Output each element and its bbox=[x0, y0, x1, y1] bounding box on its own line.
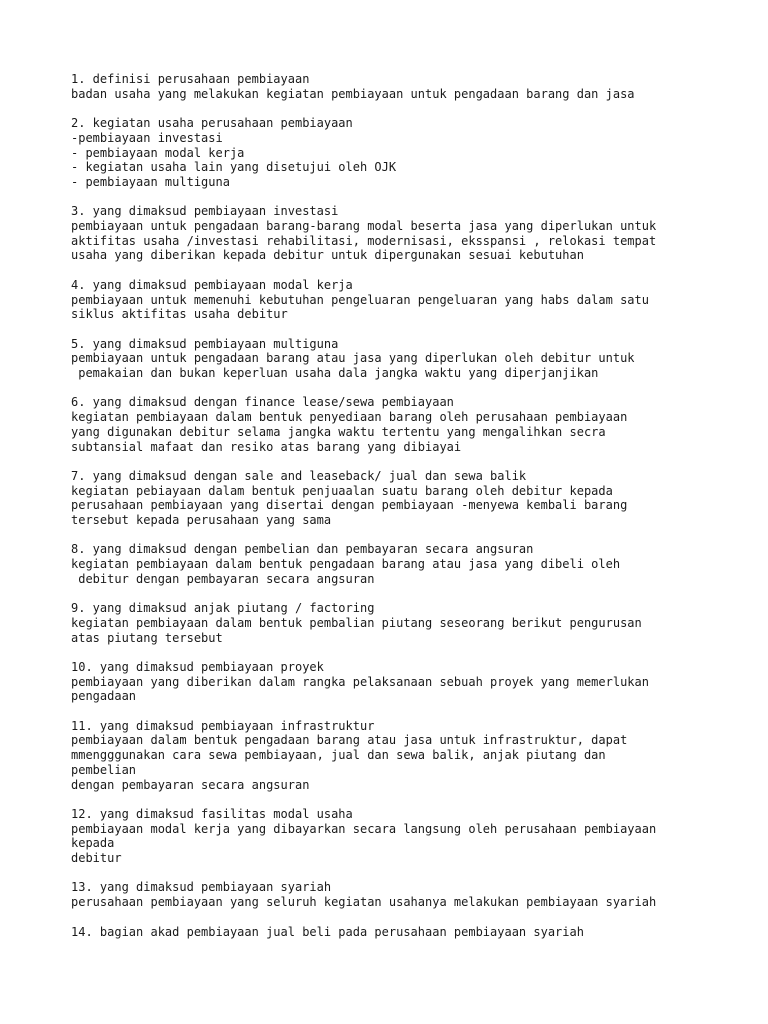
section-13 bbox=[71, 880, 731, 909]
section-text-line: kegiatan pembiayaan dalam bentuk pembalian piutang seseorang berikut pengurusan bbox=[71, 615, 642, 630]
section-text-line: debitur bbox=[71, 851, 122, 866]
section-heading: 10. yang dimaksud pembiayaan proyek bbox=[71, 659, 324, 674]
section-heading: 12. yang dimaksud fasilitas modal usaha bbox=[71, 806, 353, 821]
section-text-line: kepada bbox=[71, 836, 115, 851]
section-5 bbox=[71, 337, 731, 381]
section-text-line: pembiayaan untuk pengadaan barang atau jasa yang diperlukan oleh debitur untuk bbox=[71, 351, 635, 366]
section-text-line: pengadaan bbox=[71, 689, 137, 704]
section-text-line: badan usaha yang melakukan kegiatan pembiayaan untuk pengadaan barang dan jasa bbox=[71, 86, 635, 101]
section-heading: 1. definisi perusahaan pembiayaan bbox=[71, 72, 310, 86]
section-10 bbox=[71, 660, 731, 704]
section-7 bbox=[71, 469, 731, 528]
section-heading: 13. yang dimaksud pembiayaan syariah bbox=[71, 880, 332, 895]
section-text-line: pembiayaan untuk pengadaan barang-barang modal beserta jasa yang diperlukan untuk bbox=[71, 219, 657, 233]
section-text-line: tersebut kepada perusahaan yang sama bbox=[71, 513, 332, 527]
section-text-line: usaha yang diberikan kepada debitur untuk dipergunakan sesuai kebutuhan bbox=[71, 248, 584, 263]
section-heading: 6. yang dimaksud dengan finance lease/sewa pembiayaan bbox=[71, 395, 454, 410]
section-heading: 5. yang dimaksud pembiayaan multiguna bbox=[71, 336, 339, 351]
section-heading: 11. yang dimaksud pembiayaan infrastruktur bbox=[71, 718, 375, 733]
section-heading: 8. yang dimaksud dengan pembelian dan pembayaran secara angsuran bbox=[71, 542, 534, 557]
section-9 bbox=[71, 601, 731, 645]
section-6 bbox=[71, 395, 731, 454]
document-body bbox=[71, 72, 731, 954]
section-4 bbox=[71, 278, 731, 322]
section-3 bbox=[71, 204, 731, 263]
section-text-line: - kegiatan usaha lain yang disetujui oleh OJK bbox=[71, 160, 397, 175]
section-text-line: aktifitas usaha /investasi rehabilitasi, modernisasi, eksspansi , relokasi tempat bbox=[71, 233, 657, 248]
section-text-line: kegiatan pembiayaan dalam bentuk penyediaan barang oleh perusahaan pembiayaan bbox=[71, 410, 628, 425]
section-text-line: atas piutang tersebut bbox=[71, 630, 223, 645]
section-text-line: yang digunakan debitur selama jangka waktu tertentu yang mengalihkan secra bbox=[71, 424, 606, 439]
section-text-line: dengan pembayaran secara angsuran bbox=[71, 777, 310, 792]
section-8 bbox=[71, 542, 731, 586]
section-text-line: - pembiayaan modal kerja bbox=[71, 145, 245, 160]
section-11 bbox=[71, 719, 731, 793]
section-12 bbox=[71, 807, 731, 866]
section-2 bbox=[71, 116, 731, 190]
section-1 bbox=[71, 72, 731, 101]
section-text-line: subtansial mafaat dan resiko atas barang yang dibiayai bbox=[71, 439, 462, 454]
section-heading: 14. bagian akad pembiayaan jual beli pada perusahaan pembiayaan syariah bbox=[71, 924, 584, 939]
section-text-line: perusahaan pembiayaan yang seluruh kegiatan usahanya melakukan pembiayaan syariah bbox=[71, 895, 657, 910]
section-text-line: pemakaian dan bukan keperluan usaha dala jangka waktu yang diperjanjikan bbox=[71, 366, 599, 380]
section-heading: 7. yang dimaksud dengan sale and leaseback/ jual dan sewa balik bbox=[71, 468, 527, 483]
section-heading: 3. yang dimaksud pembiayaan investasi bbox=[71, 204, 339, 219]
section-14 bbox=[71, 925, 731, 940]
section-text-line: pembiayaan modal kerja yang dibayarkan secara langsung oleh perusahaan pembiayaan bbox=[71, 821, 657, 836]
section-text-line: pembiayaan yang diberikan dalam rangka pelaksanaan sebuah proyek yang memerlukan bbox=[71, 674, 649, 689]
section-text-line: kegiatan pembiayaan dalam bentuk pengadaan barang atau jasa yang dibeli oleh bbox=[71, 557, 621, 572]
section-text-line: - pembiayaan multiguna bbox=[71, 174, 230, 189]
section-text-line: siklus aktifitas usaha debitur bbox=[71, 307, 288, 322]
section-text-line: kegiatan pebiayaan dalam bentuk penjuaalan suatu barang oleh debitur kepada bbox=[71, 483, 613, 498]
section-text-line: debitur dengan pembayaran secara angsuran bbox=[71, 571, 375, 586]
section-text-line: perusahaan pembiayaan yang disertai dengan pembiayaan -menyewa kembali barang bbox=[71, 498, 628, 513]
section-text-line: pembiayaan dalam bentuk pengadaan barang atau jasa untuk infrastruktur, dapat bbox=[71, 733, 628, 748]
section-text-line: pembelian bbox=[71, 762, 137, 777]
section-text-line: mmengggunakan cara sewa pembiayaan, jual dan sewa balik, anjak piutang dan bbox=[71, 748, 606, 763]
section-heading: 2. kegiatan usaha perusahaan pembiayaan bbox=[71, 116, 353, 131]
section-heading: 9. yang dimaksud anjak piutang / factoring bbox=[71, 601, 375, 616]
section-text-line: -pembiayaan investasi bbox=[71, 130, 223, 145]
section-heading: 4. yang dimaksud pembiayaan modal kerja bbox=[71, 277, 353, 292]
section-text-line: pembiayaan untuk memenuhi kebutuhan pengeluaran pengeluaran yang habs dalam satu bbox=[71, 292, 649, 307]
